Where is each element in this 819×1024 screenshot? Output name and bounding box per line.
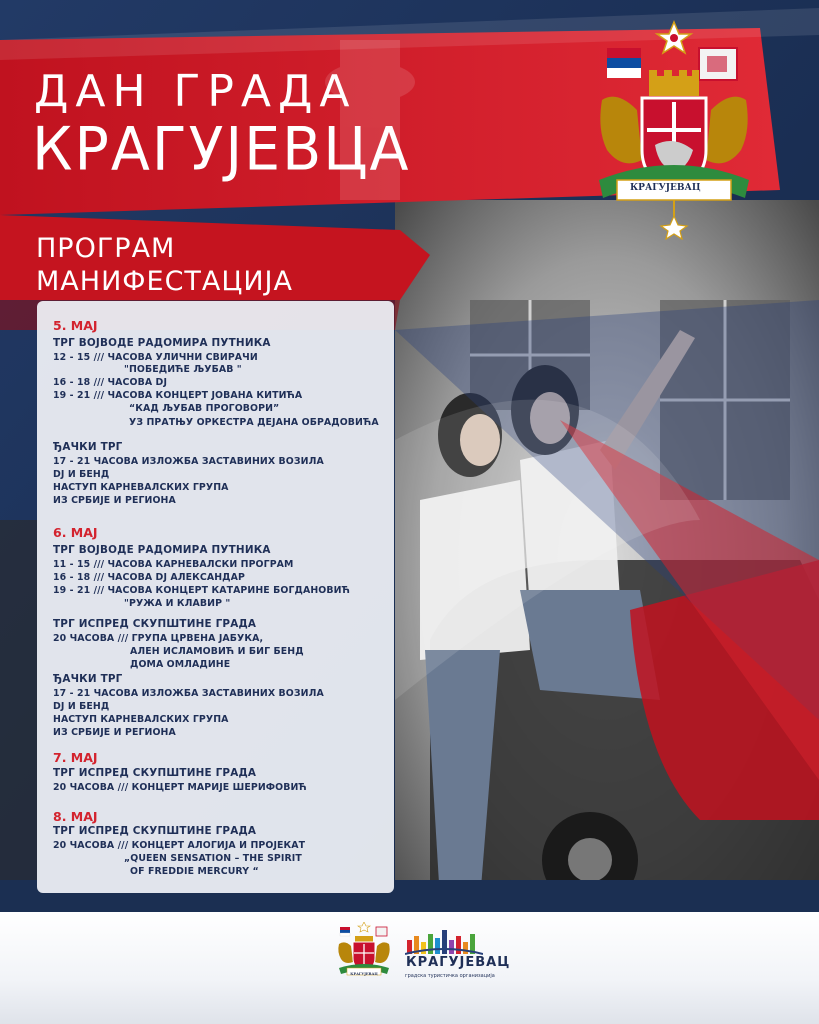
day-5-v1-line: УЗ ПРАТЊУ ОРКЕСТРА ДЕЈАНА ОБРАДОВИЋА <box>129 417 379 428</box>
day-6-venue-3: ЂАЧКИ ТРГ <box>53 673 123 685</box>
day-6-v2-line: АЛЕН ИСЛАМОВИЋ И БИГ БЕНД <box>130 646 304 657</box>
program-heading-line-2: МАНИФЕСТАЦИЈА <box>36 266 293 297</box>
title-line-1: ДАН ГРАДА <box>34 66 357 117</box>
day-7-date: 7. МАЈ <box>53 750 98 765</box>
day-6-v1-line: 11 - 15 /// ЧАСОВА КАРНЕВАЛСКИ ПРОГРАМ <box>53 559 294 570</box>
day-5-venue-2: ЂАЧКИ ТРГ <box>53 441 123 453</box>
day-5-v2-line: DJ И БЕНД <box>53 469 110 480</box>
tourism-logo-icon <box>405 926 483 956</box>
day-6-v2-line: ДОМА ОМЛАДИНЕ <box>130 659 231 670</box>
footer-coat-of-arms-label: КРАГУЈЕВАЦ <box>350 972 378 976</box>
day-8-venue-1: ТРГ ИСПРЕД СКУПШТИНЕ ГРАДА <box>53 825 257 837</box>
program-heading <box>36 232 293 298</box>
tourism-logo-name: КРАГУЈЕВАЦ <box>406 955 511 970</box>
day-6-v3-line: ИЗ СРБИЈЕ И РЕГИОНА <box>53 727 176 738</box>
day-5-venue-1: ТРГ ВОЈВОДЕ РАДОМИРА ПУТНИКА <box>53 337 271 349</box>
day-8-v1-line: OF FREDDIE MERCURY “ <box>130 866 259 877</box>
day-5-v1-line: “КАД ЉУБАВ ПРОГОВОРИ” <box>129 403 280 414</box>
day-5-v2-line: НАСТУП КАРНЕВАЛСКИХ ГРУПА <box>53 482 229 493</box>
day-5-v2-line: 17 - 21 ЧАСОВА ИЗЛОЖБА ЗАСТАВИНИХ ВОЗИЛА <box>53 456 324 467</box>
day-6-venue-1: ТРГ ВОЈВОДЕ РАДОМИРА ПУТНИКА <box>53 544 271 556</box>
day-6-v1-line: 19 - 21 /// ЧАСОВА КОНЦЕРТ КАТАРИНЕ БОГДАНОВИЋ <box>53 585 350 596</box>
day-6-v3-line: 17 - 21 ЧАСОВА ИЗЛОЖБА ЗАСТАВИНИХ ВОЗИЛА <box>53 688 324 699</box>
day-6-v1-line: "РУЖА И КЛАВИР " <box>124 598 231 609</box>
day-6-date: 6. МАЈ <box>53 525 98 540</box>
day-7-venue-1: ТРГ ИСПРЕД СКУПШТИНЕ ГРАДА <box>53 767 257 779</box>
coat-of-arms-label: КРАГУЈЕВАЦ <box>630 183 701 193</box>
day-6-v1-line: 16 - 18 /// ЧАСОВА DJ АЛЕКСАНДАР <box>53 572 245 583</box>
day-5-v2-line: ИЗ СРБИЈЕ И РЕГИОНА <box>53 495 176 506</box>
title-line-2: КРАГУЈЕВЦА <box>32 114 411 185</box>
day-6-venue-2: ТРГ ИСПРЕД СКУПШТИНЕ ГРАДА <box>53 618 257 630</box>
day-5-date: 5. МАЈ <box>53 318 98 333</box>
day-7-v1-line: 20 ЧАСОВА /// КОНЦЕРТ МАРИЈЕ ШЕРИФОВИЋ <box>53 782 307 793</box>
day-5-v1-line: "ПОБЕДИЋЕ ЉУБАВ " <box>124 364 242 375</box>
day-8-v1-line: 20 ЧАСОВА /// КОНЦЕРТ АЛОГИЈА И ПРОЈЕКАТ <box>53 840 306 851</box>
tourism-logo-subtitle: градска туристичка организација <box>405 973 495 979</box>
day-5-v1-line: 19 - 21 /// ЧАСОВА КОНЦЕРТ ЈОВАНА КИТИЋА <box>53 390 303 401</box>
coat-of-arms-emblem <box>597 20 751 240</box>
program-heading-line-1: ПРОГРАМ <box>36 233 176 264</box>
day-5-v1-line: 12 - 15 /// ЧАСОВА УЛИЧНИ СВИРАЧИ <box>53 352 258 363</box>
schedule-panel <box>37 301 394 893</box>
day-6-v2-line: 20 ЧАСОВА /// ГРУПА ЦРВЕНА ЈАБУКА, <box>53 633 264 644</box>
day-6-v3-line: DJ И БЕНД <box>53 701 110 712</box>
day-6-v3-line: НАСТУП КАРНЕВАЛСКИХ ГРУПА <box>53 714 229 725</box>
day-8-v1-line: „QUEEN SENSATION – THE SPIRIT <box>124 853 302 864</box>
day-5-v1-line: 16 - 18 /// ЧАСОВА DJ <box>53 377 168 388</box>
day-8-date: 8. МАЈ <box>53 809 98 824</box>
